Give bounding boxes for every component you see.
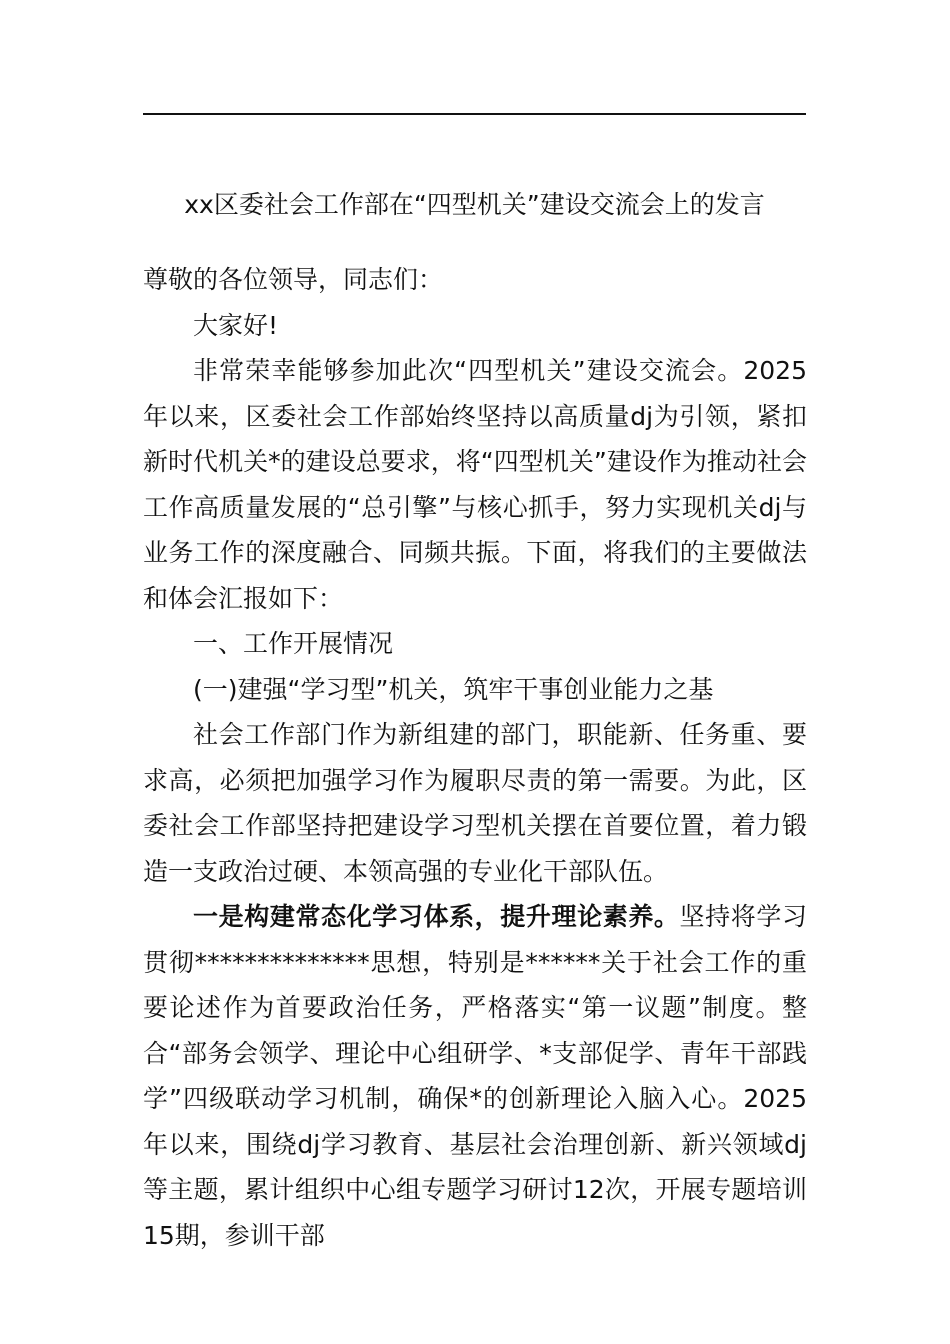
salutation: 尊敬的各位领导，同志们： bbox=[143, 265, 444, 294]
document-body bbox=[143, 257, 807, 1258]
point-one-lead: 一是构建常态化学习体系，提升理论素养。 bbox=[193, 902, 680, 931]
header-rule bbox=[143, 113, 806, 115]
intro-paragraph: 非常荣幸能够参加此次“四型机关”建设交流会。2025年以来，区委社会工作部始终坚持以高质量dj为引领，紧扣新时代机关*的建设总要求，将“四型机关”建设作为推动社会工作高质量发展的“总引擎”与核心抓手，努力实现机关dj与业务工作的深度融合、同频共振。下面，将我们的主要做法和体会汇报如下： bbox=[143, 356, 807, 613]
subsection-paragraph: 社会工作部门作为新组建的部门，职能新、任务重、要求高，必须把加强学习作为履职尽责的第一需要。为此，区委社会工作部坚持把建设学习型机关摆在首要位置，着力锻造一支政治过硬、本领高强的专业化干部队伍。 bbox=[143, 720, 807, 886]
section-heading: 一、工作开展情况 bbox=[193, 629, 394, 658]
greeting: 大家好! bbox=[193, 310, 279, 340]
point-one-paragraph bbox=[143, 894, 807, 1258]
point-one-body: 坚持将学习贯彻**************思想，特别是******关于社会工作的重要论述作为首要政治任务，严格落实“第一议题”制度。整合“部务会领学、理论中心组研学、*支部促学、青年干部践学”四级联动学习机制，确保*的创新理论入脑入心。2025年以来，围绕dj学习教育、基层社会治理创新、新兴领域dj等主题，累计组织中心组专题学习研讨12次，开展专题培训15期，参训干部 bbox=[143, 902, 807, 1250]
subsection-heading: (一)建强“学习型”机关，筑牢干事创业能力之基 bbox=[193, 674, 714, 704]
document-title: xx区委社会工作部在“四型机关”建设交流会上的发言 bbox=[184, 190, 765, 219]
